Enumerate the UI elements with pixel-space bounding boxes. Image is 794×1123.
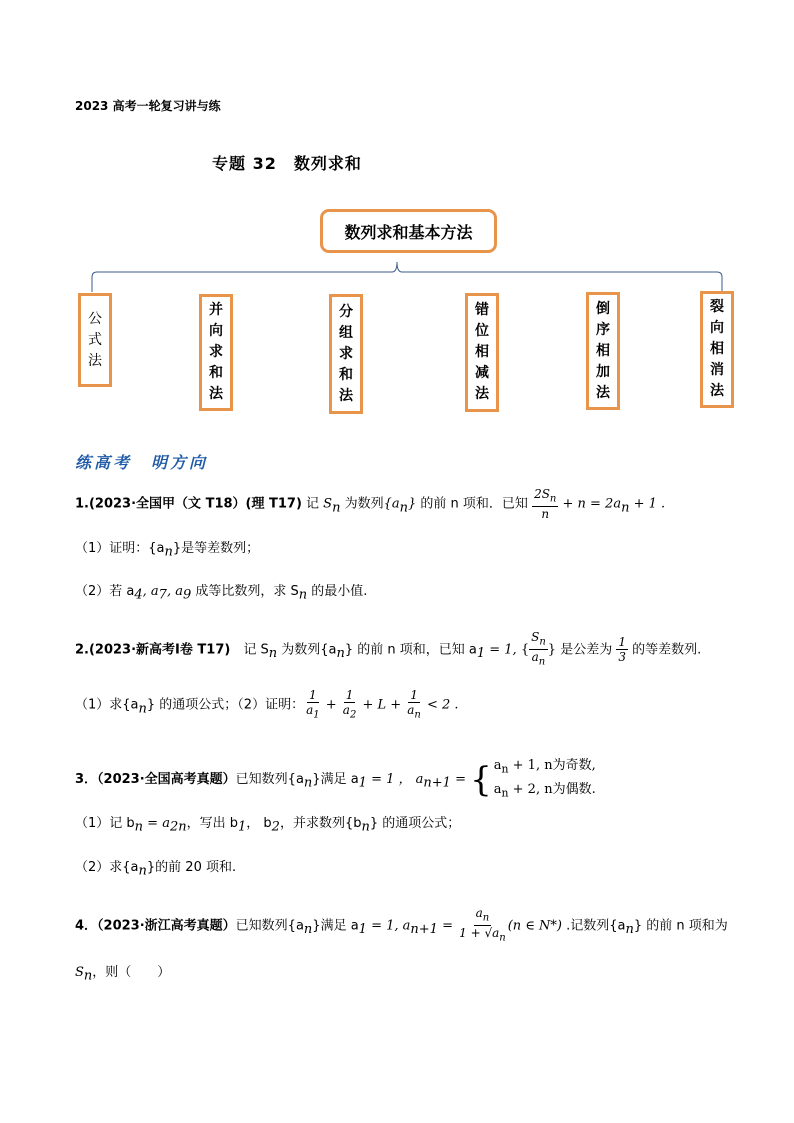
question-2	[75, 630, 701, 670]
math: =	[450, 772, 471, 788]
math-sub: n	[268, 645, 278, 661]
q-text: 的等差数列.	[627, 642, 702, 658]
diagram-root-label: 数列求和基本方法	[344, 222, 473, 242]
frac-den: 3	[618, 650, 626, 665]
math-sub: n	[499, 932, 506, 944]
connector-brace	[92, 262, 722, 292]
method-char: 相	[710, 341, 724, 357]
math: =	[437, 918, 458, 934]
frac-num: a	[475, 906, 483, 920]
method-box-formula	[78, 293, 112, 387]
brace: }	[547, 642, 557, 658]
fraction	[616, 635, 628, 664]
q-text: 为数列{a	[277, 642, 337, 658]
question-4	[75, 906, 728, 946]
question-1-part-1	[75, 537, 259, 560]
math-sub: 2	[271, 819, 280, 835]
math-sub: 1	[358, 775, 367, 791]
method-char: 错	[475, 302, 489, 318]
question-3	[75, 756, 596, 803]
math-sub: n	[336, 645, 345, 661]
method-char: 组	[339, 324, 353, 341]
q-text: } 的前 n 项和，已知 a	[344, 642, 477, 658]
method-char: 消	[710, 362, 724, 378]
math: S	[75, 965, 84, 980]
q-text: 记 S	[230, 642, 269, 658]
q-text: （1）求{a	[75, 697, 139, 713]
frac-num: 1	[410, 688, 418, 702]
q-text: } 的通项公式；（2）证明：	[146, 697, 305, 713]
fraction	[457, 906, 508, 946]
q-text: （1）证明：{a	[75, 541, 165, 556]
method-char: 法	[596, 384, 610, 401]
math-sub: 1	[238, 819, 247, 835]
math-sub: n	[538, 656, 546, 668]
math-sub: 1	[476, 645, 486, 661]
math: < 2 .	[422, 697, 459, 713]
math-sub: n	[361, 819, 370, 835]
method-box-telescoping	[700, 291, 734, 408]
math-sub: n	[549, 493, 557, 505]
math-sub: 7	[158, 587, 167, 603]
q-text: } 的前 n 项和为	[633, 918, 728, 934]
q-text: 记	[301, 496, 324, 512]
math: (n ∈ N*)	[507, 918, 562, 934]
method-char: 法	[88, 352, 102, 369]
math-sub: n	[332, 500, 341, 516]
question-source: 1.(2023·全国甲（文 T18）(理 T17)	[75, 496, 302, 512]
fraction	[529, 630, 548, 670]
math: = a	[143, 816, 170, 831]
math-sub: n	[621, 500, 630, 516]
method-char: 裂	[710, 299, 724, 315]
math-sub: n	[625, 921, 634, 937]
method-char: 向	[209, 323, 223, 339]
math: }	[408, 496, 417, 512]
math: = 1 ， a	[366, 772, 424, 788]
method-char: 并	[209, 302, 223, 318]
math: + n = 2a	[558, 496, 622, 512]
brace: {	[520, 642, 530, 658]
q-text: ，则（ ）	[92, 965, 171, 980]
method-char: 公	[88, 310, 102, 327]
method-char: 分	[339, 303, 353, 320]
document-header: 2023 高考一轮复习讲与练	[75, 99, 221, 113]
method-box-reverse-add	[586, 292, 620, 410]
math-sub: n	[134, 819, 144, 835]
page-title: 专题 32 数列求和	[212, 154, 362, 173]
math-sub: n	[414, 709, 421, 721]
math-sub: 2n	[169, 819, 187, 835]
frac-num: 1	[618, 635, 626, 650]
q-text: .记数列{a	[561, 918, 626, 934]
method-char: 求	[209, 344, 223, 360]
fraction: $\frac{1}{a_n}$	[407, 688, 421, 721]
math-sub: n+1	[410, 921, 438, 937]
frac-num: S	[531, 630, 540, 644]
method-char: 减	[475, 365, 489, 381]
math: {a	[383, 496, 400, 512]
question-4-line-2	[75, 961, 170, 984]
method-char: 和	[209, 365, 223, 381]
q-text: 的前 n 项和．已知	[416, 496, 533, 512]
frac-den: n	[541, 507, 550, 522]
method-char: 相	[596, 342, 610, 359]
q-text: }是等差数列；	[172, 541, 260, 556]
math-sub: n	[501, 786, 509, 800]
q-text: 已知数列{a	[235, 772, 304, 788]
method-char: 和	[339, 366, 353, 383]
method-box-offset-subtract	[465, 293, 499, 412]
math-sub: n	[83, 968, 93, 984]
math: a	[493, 758, 502, 773]
method-box-merge	[199, 294, 233, 411]
frac-num: 1	[309, 688, 317, 702]
math: + 1, n为奇数,	[508, 758, 596, 773]
q-text: 的最小值.	[307, 584, 368, 599]
math: = 1,	[485, 642, 521, 658]
math: , a	[166, 584, 183, 599]
math: + 1 .	[629, 496, 666, 512]
question-source: 2.(2023·新高考Ⅰ卷 T17)	[75, 642, 231, 658]
frac-den: a	[531, 650, 539, 665]
method-char: 式	[88, 331, 102, 348]
section-title: 练高考 明方向	[75, 453, 209, 472]
q-text: 成等比数列，求 S	[191, 584, 299, 599]
math-sub: n	[539, 636, 546, 648]
math-sub: n+1	[423, 775, 451, 791]
math-sub: 9	[182, 587, 192, 603]
method-box-grouping	[329, 294, 363, 414]
math-sub: n	[303, 775, 313, 791]
method-char: 法	[475, 386, 489, 402]
math-sub: n	[138, 701, 147, 717]
method-char: 位	[475, 323, 489, 339]
method-char: 法	[209, 386, 223, 402]
question-1-part-2	[75, 580, 367, 603]
math-sub: n	[303, 921, 313, 937]
question-3-part-1	[75, 812, 460, 835]
method-char: 求	[339, 345, 353, 362]
math: = 1, a	[366, 918, 411, 934]
method-char: 序	[596, 321, 610, 338]
method-char: 法	[710, 383, 724, 399]
q-text: }满足 a	[312, 772, 359, 788]
q-text: ，写出 b	[186, 816, 238, 831]
math: , a	[142, 584, 159, 599]
math: + L +	[358, 697, 406, 713]
math-sub: n	[138, 863, 147, 879]
fraction	[532, 487, 558, 521]
q-text: }的前 20 项和.	[146, 860, 237, 875]
q-text: ，并求数列{b	[279, 816, 362, 831]
q-text: ， b	[246, 816, 272, 831]
q-text: 是公差为	[556, 642, 617, 658]
math: S	[323, 496, 333, 512]
q-text: }满足 a	[312, 918, 359, 934]
math: + 2, n为偶数.	[508, 781, 596, 797]
question-2-parts: （1）求$\{a_n\}$ 的通项公式；（2）证明： $\frac{1}{a_1}$ + $\frac{1}{a_2}$ + L + $\frac{1}{a_n}$ < 2 .	[75, 688, 459, 721]
method-char: 向	[710, 320, 724, 336]
q-text: （2）求{a	[75, 860, 139, 875]
math-sub: 4	[134, 587, 143, 603]
q-text: } 的通项公式；	[369, 816, 461, 831]
math-sub: n	[164, 544, 173, 560]
piecewise: { $a_n + 1$, n为奇数, $a_n + 2$, n为偶数.	[470, 758, 596, 800]
diagram-connectors	[0, 0, 794, 300]
question-1	[75, 487, 665, 521]
q-text: 为数列	[340, 496, 384, 512]
math-sub: n	[399, 500, 408, 516]
method-char: 法	[339, 387, 353, 404]
fraction: $\frac{1}{a_1}$	[306, 688, 320, 721]
q-text: （2）若 a	[75, 584, 135, 599]
method-char: 加	[596, 363, 610, 380]
question-source: 3．（2023·全国高考真题）	[75, 772, 236, 788]
method-char: 相	[475, 344, 489, 360]
math-sub: n	[482, 912, 490, 924]
method-char: 倒	[596, 300, 610, 317]
question-source: 4．（2023·浙江高考真题）	[75, 918, 236, 934]
frac-den: 1 + √a	[459, 926, 500, 941]
q-text: （1）记 b	[75, 816, 135, 831]
math-sub: n	[501, 762, 509, 776]
fraction: $\frac{1}{a_2}$	[342, 688, 357, 721]
math-sub: n	[298, 587, 308, 603]
frac-num: 2S	[534, 487, 550, 501]
math: a	[493, 781, 502, 797]
question-3-part-2	[75, 856, 236, 879]
math-sub: 1	[358, 921, 367, 937]
frac-num: 1	[345, 688, 354, 702]
q-text: 已知数列{a	[235, 918, 304, 934]
